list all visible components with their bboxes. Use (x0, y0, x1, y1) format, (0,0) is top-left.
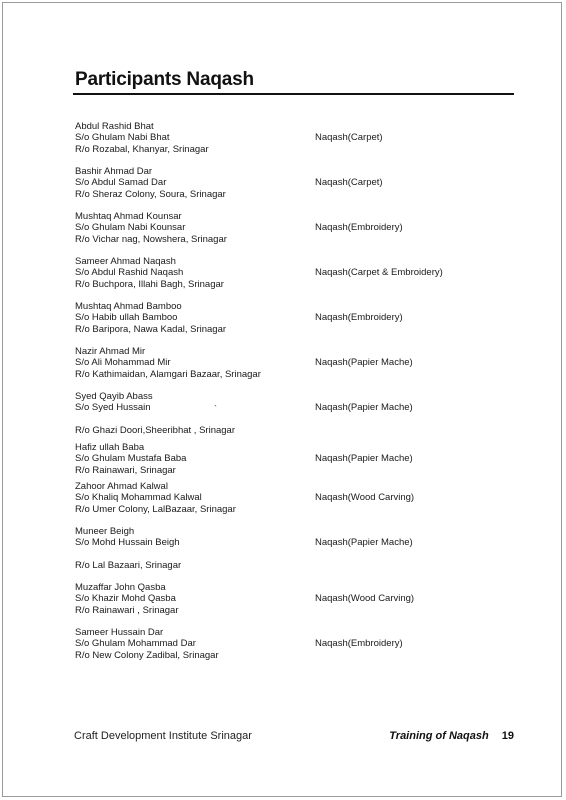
footer-institute: Craft Development Institute Srinagar (74, 730, 252, 742)
participant-address: R/o Ghazi Doori,Sheeribhat , Srinagar (75, 425, 235, 437)
participant-entry (75, 121, 515, 166)
participant-craft: Naqash(Papier Mache) (315, 537, 413, 549)
footer-publication (389, 730, 514, 742)
participant-craft: Naqash(Embroidery) (315, 312, 403, 324)
participant-parentage: S/o Ghulam Nabi Kounsar (75, 222, 186, 234)
participant-craft: Naqash(Carpet) (315, 177, 383, 189)
participant-entry (75, 211, 515, 256)
participant-name: Muneer Beigh (75, 526, 135, 537)
title-rule (73, 93, 514, 95)
participant-address: R/o Lal Bazaari, Srinagar (75, 560, 182, 572)
participant-name: Nazir Ahmad Mir (75, 346, 146, 357)
participant-parentage: S/o Ghulam Nabi Bhat (75, 132, 170, 144)
participant-name: Syed Qayib Abass (75, 391, 153, 402)
participant-parentage: S/o Syed Hussain (75, 402, 151, 414)
participant-address: R/o Vichar nag, Nowshera, Srinagar (75, 233, 227, 245)
participant-address: R/o Umer Colony, LalBazaar, Srinagar (75, 503, 236, 515)
participant-entry (75, 256, 515, 301)
participant-name: Sameer Ahmad Naqash (75, 256, 176, 267)
participant-address: R/o Kathimaidan, Alamgari Bazaar, Srinagar (75, 368, 261, 380)
page-title: Participants Naqash (75, 69, 254, 90)
participant-entry (75, 582, 515, 627)
stray-mark: ` (214, 404, 217, 414)
participant-entry (75, 391, 515, 442)
participant-entry (75, 526, 515, 582)
participant-name: Mushtaq Ahmad Bamboo (75, 301, 182, 312)
participant-entry (75, 627, 515, 672)
participant-address: R/o Buchpora, Illahi Bagh, Srinagar (75, 278, 224, 290)
participant-parentage: S/o Mohd Hussain Beigh (75, 537, 180, 549)
participant-parentage: S/o Khazir Mohd Qasba (75, 593, 176, 605)
participant-craft: Naqash(Papier Mache) (315, 402, 413, 414)
participant-address: R/o Rainawari , Srinagar (75, 604, 179, 616)
participant-entry (75, 346, 515, 391)
participant-address: R/o Sheraz Colony, Soura, Srinagar (75, 188, 226, 200)
participant-craft: Naqash(Papier Mache) (315, 357, 413, 369)
participant-craft: Naqash(Papier Mache) (315, 453, 413, 465)
participant-address: R/o Baripora, Nawa Kadal, Srinagar (75, 323, 227, 335)
participant-parentage: S/o Ghulam Mohammad Dar (75, 638, 196, 650)
participant-craft: Naqash(Carpet & Embroidery) (315, 267, 443, 279)
participant-parentage: S/o Habib ullah Bamboo (75, 312, 178, 324)
participant-entry (75, 481, 515, 526)
participant-address: R/o Rozabal, Khanyar, Srinagar (75, 143, 209, 155)
participant-parentage: S/o Abdul Samad Dar (75, 177, 167, 189)
blank-line (75, 549, 515, 560)
participant-parentage: S/o Ali Mohammad Mir (75, 357, 171, 369)
participant-name: Abdul Rashid Bhat (75, 121, 154, 132)
participant-craft: Naqash(Embroidery) (315, 638, 403, 650)
blank-line (75, 414, 515, 425)
participant-entry (75, 166, 515, 211)
participant-craft: Naqash(Embroidery) (315, 222, 403, 234)
participant-craft: Naqash(Carpet) (315, 132, 383, 144)
participants-list (75, 121, 515, 672)
participant-entry (75, 301, 515, 346)
participant-parentage: S/o Khaliq Mohammad Kalwal (75, 492, 202, 504)
participant-craft: Naqash(Wood Carving) (315, 593, 415, 605)
participant-name: Mushtaq Ahmad Kounsar (75, 211, 182, 222)
participant-parentage: S/o Ghulam Mustafa Baba (75, 453, 187, 465)
participant-name: Zahoor Ahmad Kalwal (75, 481, 168, 492)
footer-publication-title: Training of Naqash (389, 730, 489, 742)
participant-address: R/o Rainawari, Srinagar (75, 464, 176, 476)
participant-name: Sameer Hussain Dar (75, 627, 164, 638)
participant-address: R/o New Colony Zadibal, Srinagar (75, 649, 219, 661)
participant-name: Muzaffar John Qasba (75, 582, 166, 593)
participant-parentage: S/o Abdul Rashid Naqash (75, 267, 184, 279)
participant-name: Hafiz ullah Baba (75, 442, 145, 453)
participant-entry (75, 442, 515, 481)
participant-craft: Naqash(Wood Carving) (315, 492, 415, 504)
page-number: 19 (501, 730, 514, 742)
participant-name: Bashir Ahmad Dar (75, 166, 153, 177)
